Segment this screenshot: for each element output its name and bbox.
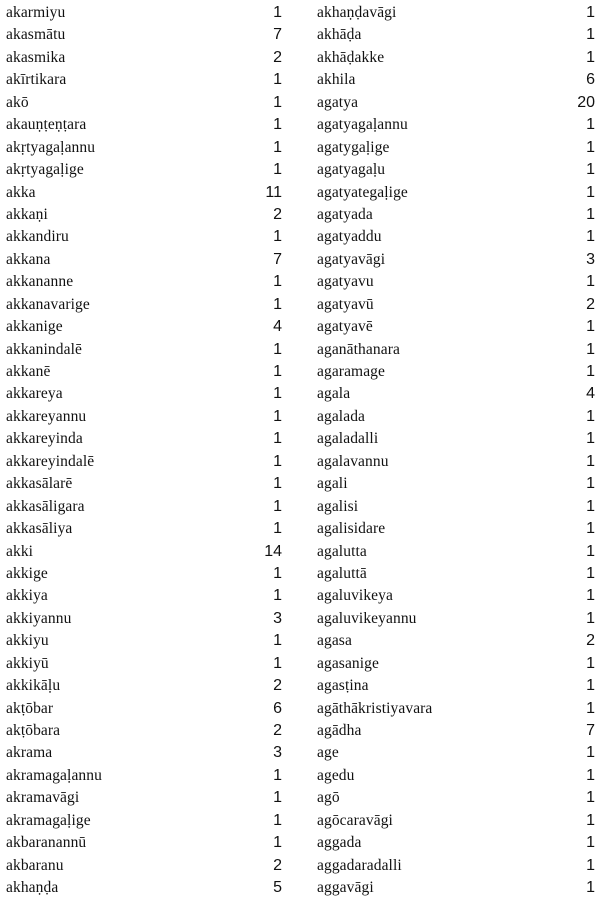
entry-count: 11 xyxy=(265,183,282,201)
entry-word: akbaranannū xyxy=(6,834,87,852)
entry-count: 1 xyxy=(273,295,282,313)
word-entry-row xyxy=(6,406,282,428)
word-entry-row xyxy=(6,226,282,248)
entry-word: akkasāligara xyxy=(6,497,85,515)
entry-word: agasa xyxy=(317,632,352,650)
entry-word: agasanige xyxy=(317,654,380,672)
entry-count: 1 xyxy=(273,4,282,21)
word-entry-row xyxy=(6,765,282,787)
entry-count: 1 xyxy=(586,183,595,201)
entry-count: 3 xyxy=(273,609,282,627)
word-entry-row xyxy=(317,675,595,697)
entry-word: akkanindalē xyxy=(6,340,82,358)
entry-word: akkasāliya xyxy=(6,520,73,538)
entry-word: akka xyxy=(6,183,36,201)
entry-count: 1 xyxy=(586,520,595,538)
entry-count: 1 xyxy=(586,273,595,291)
word-entry-row xyxy=(317,765,595,787)
entry-word: agatyavāgi xyxy=(317,250,386,268)
entry-count: 1 xyxy=(586,138,595,156)
word-entry-row xyxy=(6,69,282,91)
entry-word: agala xyxy=(317,385,351,403)
entry-count: 1 xyxy=(273,789,282,807)
entry-count: 6 xyxy=(586,71,595,89)
entry-word: akkanavarige xyxy=(6,295,90,313)
entry-word: akkana xyxy=(6,250,51,268)
entry-count: 3 xyxy=(273,744,282,762)
entry-word: akasmika xyxy=(6,48,66,66)
word-entry-row xyxy=(6,855,282,877)
entry-word: akkareyindalē xyxy=(6,452,95,470)
entry-word: agatyagaḷannu xyxy=(317,116,408,134)
entry-word: akṛtyagaḷige xyxy=(6,161,84,179)
entry-count: 1 xyxy=(586,677,595,695)
word-entry-row xyxy=(6,428,282,450)
entry-count: 6 xyxy=(273,699,282,717)
entry-count: 7 xyxy=(273,26,282,44)
entry-word: akkasālarē xyxy=(6,475,73,493)
entry-word: akhaṇḍa xyxy=(6,879,59,897)
word-entry-row xyxy=(6,294,282,316)
entry-word: agatyategaḷige xyxy=(317,183,408,201)
entry-count: 1 xyxy=(273,93,282,111)
word-entry-row xyxy=(6,810,282,832)
entry-count: 1 xyxy=(586,205,595,223)
entry-count: 1 xyxy=(273,228,282,246)
word-entry-row xyxy=(317,742,595,764)
word-entry-row xyxy=(6,541,282,563)
entry-word: aganāthanara xyxy=(317,340,400,358)
entry-count: 1 xyxy=(586,430,595,448)
entry-count: 1 xyxy=(273,430,282,448)
entry-word: age xyxy=(317,744,339,762)
entry-count: 1 xyxy=(273,452,282,470)
entry-count: 1 xyxy=(586,228,595,246)
entry-count: 1 xyxy=(273,161,282,179)
entry-word: agaluvikeya xyxy=(317,587,393,605)
entry-word: agōcaravāgi xyxy=(317,811,393,829)
word-entry-row xyxy=(6,720,282,742)
word-entry-row xyxy=(317,787,595,809)
entry-word: akkareya xyxy=(6,385,63,403)
entry-count: 1 xyxy=(273,138,282,156)
word-entry-row xyxy=(6,675,282,697)
word-entry-row xyxy=(317,473,595,495)
word-entry-row xyxy=(6,114,282,136)
word-entry-row xyxy=(317,47,595,69)
entry-word: akkiyannu xyxy=(6,609,72,627)
entry-count: 1 xyxy=(273,116,282,134)
entry-word: akbaranu xyxy=(6,856,64,874)
word-entry-row xyxy=(6,585,282,607)
entry-word: akramagaḷannu xyxy=(6,766,102,784)
entry-count: 2 xyxy=(273,722,282,739)
entry-word: akauṇṭeṇṭara xyxy=(6,116,87,134)
word-entry-row xyxy=(6,742,282,764)
word-entry-row xyxy=(6,271,282,293)
entry-count: 1 xyxy=(586,542,595,560)
entry-count: 1 xyxy=(273,564,282,582)
word-entry-row xyxy=(6,877,282,899)
entry-count: 20 xyxy=(577,93,595,111)
word-entry-row xyxy=(6,496,282,518)
entry-word: akhāḍakke xyxy=(317,48,385,66)
entry-count: 2 xyxy=(273,856,282,874)
entry-word: akō xyxy=(6,93,29,111)
entry-word: agalutta xyxy=(317,542,367,560)
word-entry-row xyxy=(6,518,282,540)
entry-word: akkikāḷu xyxy=(6,677,61,695)
entry-count: 1 xyxy=(586,161,595,179)
word-entry-row xyxy=(317,541,595,563)
entry-count: 2 xyxy=(586,632,595,650)
word-entry-row xyxy=(317,92,595,114)
entry-word: akasmātu xyxy=(6,26,66,44)
entry-word: akīrtikara xyxy=(6,71,67,89)
entry-count: 1 xyxy=(273,766,282,784)
word-entry-row xyxy=(317,698,595,720)
entry-count: 1 xyxy=(273,385,282,403)
word-entry-row xyxy=(6,159,282,181)
right-word-column xyxy=(317,0,595,900)
entry-word: agatyada xyxy=(317,205,373,223)
entry-word: akkananne xyxy=(6,273,74,291)
entry-count: 1 xyxy=(586,318,595,336)
entry-count: 2 xyxy=(273,677,282,695)
entry-word: akarmiyu xyxy=(6,4,66,21)
word-entry-row xyxy=(317,114,595,136)
word-entry-row xyxy=(317,316,595,338)
word-entry-row xyxy=(6,563,282,585)
word-entry-row xyxy=(6,608,282,630)
word-entry-row xyxy=(317,428,595,450)
left-word-column xyxy=(6,0,282,900)
entry-word: agāthākristiyavara xyxy=(317,699,433,717)
word-entry-row xyxy=(317,271,595,293)
entry-word: agatyavū xyxy=(317,295,374,313)
entry-count: 1 xyxy=(273,520,282,538)
word-entry-row xyxy=(317,855,595,877)
word-entry-row xyxy=(6,698,282,720)
entry-count: 1 xyxy=(586,587,595,605)
entry-count: 1 xyxy=(586,452,595,470)
entry-count: 1 xyxy=(586,766,595,784)
entry-count: 5 xyxy=(273,879,282,897)
entry-word: akkiya xyxy=(6,587,48,605)
word-entry-row xyxy=(317,496,595,518)
word-entry-row xyxy=(6,182,282,204)
entry-count: 1 xyxy=(273,632,282,650)
word-entry-row xyxy=(317,720,595,742)
word-entry-row xyxy=(6,249,282,271)
entry-word: agaladalli xyxy=(317,430,379,448)
word-entry-row xyxy=(317,877,595,899)
word-entry-row xyxy=(317,563,595,585)
entry-word: akramagaḷige xyxy=(6,811,91,829)
entry-word: akhila xyxy=(317,71,356,89)
word-entry-row xyxy=(317,630,595,652)
entry-count: 1 xyxy=(273,834,282,852)
entry-word: akkandiru xyxy=(6,228,69,246)
entry-count: 1 xyxy=(273,71,282,89)
entry-word: agō xyxy=(317,789,340,807)
entry-word: agalavannu xyxy=(317,452,389,470)
word-entry-row xyxy=(6,47,282,69)
entry-count: 4 xyxy=(586,385,595,403)
entry-count: 1 xyxy=(586,4,595,21)
word-entry-row xyxy=(6,339,282,361)
entry-count: 1 xyxy=(273,273,282,291)
entry-count: 7 xyxy=(586,722,595,739)
word-entry-row xyxy=(6,24,282,46)
word-entry-row xyxy=(317,608,595,630)
word-entry-row xyxy=(6,473,282,495)
word-entry-row xyxy=(317,294,595,316)
entry-count: 1 xyxy=(586,340,595,358)
entry-word: akṭōbara xyxy=(6,722,61,739)
word-entry-row xyxy=(6,787,282,809)
entry-word: akkanē xyxy=(6,363,51,380)
entry-count: 2 xyxy=(586,295,595,313)
word-entry-row xyxy=(317,204,595,226)
word-entry-row xyxy=(317,24,595,46)
entry-count: 1 xyxy=(273,363,282,380)
word-entry-row xyxy=(6,92,282,114)
entry-word: agatya xyxy=(317,93,359,111)
word-entry-row xyxy=(317,137,595,159)
word-entry-row xyxy=(317,159,595,181)
word-entry-row xyxy=(6,832,282,854)
word-entry-row xyxy=(6,316,282,338)
entry-word: agatyavu xyxy=(317,273,374,291)
word-entry-row xyxy=(6,630,282,652)
entry-word: agatyavē xyxy=(317,318,373,336)
entry-word: agali xyxy=(317,475,348,493)
entry-count: 1 xyxy=(586,609,595,627)
entry-count: 2 xyxy=(273,205,282,223)
entry-count: 1 xyxy=(586,564,595,582)
entry-word: aggada xyxy=(317,834,362,852)
word-entry-row xyxy=(6,383,282,405)
word-entry-row xyxy=(6,2,282,24)
word-entry-row xyxy=(317,653,595,675)
entry-word: akkareyannu xyxy=(6,407,87,425)
entry-count: 1 xyxy=(586,699,595,717)
entry-count: 2 xyxy=(273,48,282,66)
entry-word: akkiyu xyxy=(6,632,49,650)
word-entry-row xyxy=(6,451,282,473)
entry-count: 1 xyxy=(586,744,595,762)
entry-count: 1 xyxy=(273,654,282,672)
entry-count: 1 xyxy=(586,475,595,493)
entry-word: agalada xyxy=(317,407,366,425)
word-entry-row xyxy=(317,518,595,540)
word-entry-row xyxy=(317,383,595,405)
entry-count: 3 xyxy=(586,250,595,268)
entry-word: agasṭina xyxy=(317,677,369,695)
entry-word: akṭōbar xyxy=(6,699,54,717)
entry-word: agādha xyxy=(317,722,362,739)
word-entry-row xyxy=(317,810,595,832)
entry-word: agaluvikeyannu xyxy=(317,609,417,627)
entry-count: 1 xyxy=(273,475,282,493)
word-entry-row xyxy=(317,406,595,428)
entry-word: agalisi xyxy=(317,497,359,515)
word-entry-row xyxy=(6,204,282,226)
entry-count: 1 xyxy=(586,811,595,829)
entry-count: 1 xyxy=(273,587,282,605)
entry-word: akrama xyxy=(6,744,53,762)
entry-word: akṛtyagaḷannu xyxy=(6,138,96,156)
entry-word: agaramage xyxy=(317,363,386,380)
entry-count: 1 xyxy=(273,340,282,358)
entry-word: akki xyxy=(6,542,34,560)
word-entry-row xyxy=(6,361,282,383)
entry-count: 14 xyxy=(264,542,282,560)
entry-word: akkareyinda xyxy=(6,430,83,448)
entry-count: 1 xyxy=(586,654,595,672)
word-entry-row xyxy=(317,832,595,854)
entry-word: akkige xyxy=(6,564,48,582)
word-entry-row xyxy=(317,249,595,271)
entry-word: aggadaradalli xyxy=(317,856,402,874)
entry-word: akkiyū xyxy=(6,654,49,672)
entry-count: 7 xyxy=(273,250,282,268)
entry-word: akramavāgi xyxy=(6,789,80,807)
entry-word: akkanige xyxy=(6,318,63,336)
entry-count: 1 xyxy=(586,497,595,515)
entry-word: agalisidare xyxy=(317,520,386,538)
entry-word: akhāḍa xyxy=(317,26,362,44)
entry-count: 1 xyxy=(273,497,282,515)
entry-word: agatyagaḷu xyxy=(317,161,386,179)
entry-word: agatygaḷige xyxy=(317,138,390,156)
entry-count: 1 xyxy=(273,811,282,829)
entry-count: 1 xyxy=(586,879,595,897)
word-entry-row xyxy=(317,2,595,24)
word-entry-row xyxy=(317,226,595,248)
word-entry-row xyxy=(317,69,595,91)
entry-count: 1 xyxy=(586,26,595,44)
entry-count: 1 xyxy=(586,48,595,66)
word-entry-row xyxy=(6,653,282,675)
entry-count: 1 xyxy=(586,789,595,807)
entry-count: 4 xyxy=(273,318,282,336)
word-entry-row xyxy=(317,182,595,204)
entry-count: 1 xyxy=(586,363,595,380)
entry-word: akkaṇi xyxy=(6,205,48,223)
entry-word: agatyaddu xyxy=(317,228,382,246)
entry-count: 1 xyxy=(586,407,595,425)
entry-count: 1 xyxy=(586,834,595,852)
word-entry-row xyxy=(317,451,595,473)
entry-word: agedu xyxy=(317,766,355,784)
word-entry-row xyxy=(317,585,595,607)
entry-word: aggavāgi xyxy=(317,879,374,897)
entry-count: 1 xyxy=(586,856,595,874)
word-entry-row xyxy=(317,361,595,383)
entry-word: agaluttā xyxy=(317,564,367,582)
entry-count: 1 xyxy=(273,407,282,425)
word-entry-row xyxy=(317,339,595,361)
entry-word: akhaṇḍavāgi xyxy=(317,4,397,21)
word-entry-row xyxy=(6,137,282,159)
entry-count: 1 xyxy=(586,116,595,134)
